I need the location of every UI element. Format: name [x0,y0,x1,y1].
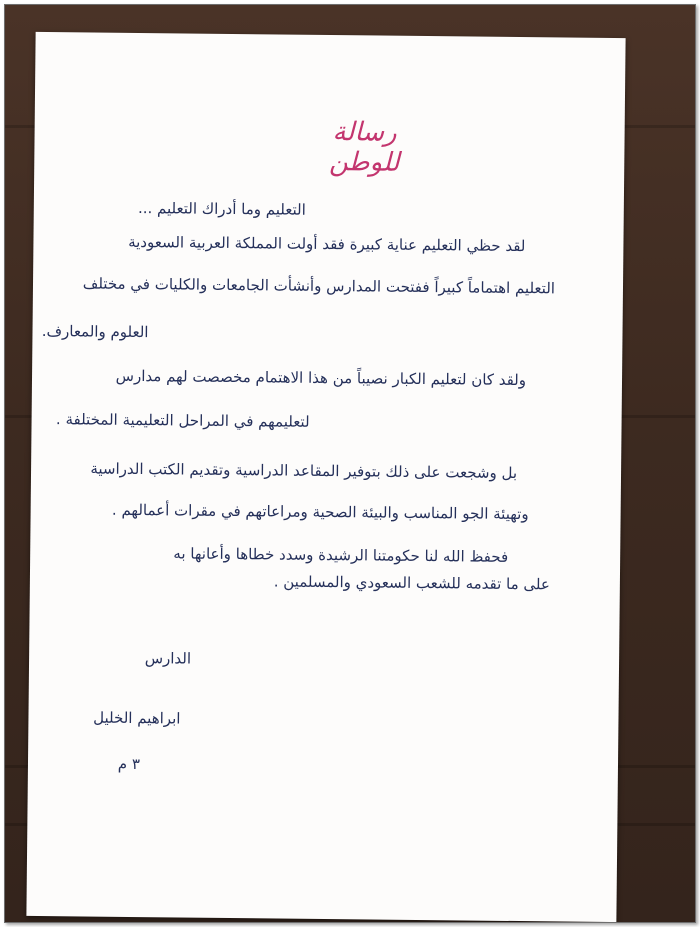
letter-line-2: لقد حظي التعليم عناية كبيرة فقد أولت المملكة العربية السعودية [128,232,526,256]
paper-sheet [26,32,625,922]
signature-date: ٣ م [117,754,141,774]
letter-line-8: وتهيئة الجو المناسب والبيئة الصحية ومراعاتهم في مقرات أعمالهم . [111,500,529,524]
letter-line-10: على ما تقدمه للشعب السعودي والمسلمين . [273,572,550,594]
letter-line-7: بل وشجعت على ذلك بتوفير المقاعد الدراسية وتقديم الكتب الدراسية [90,459,518,482]
letter-line-6: لتعليمهم في المراحل التعليمية المختلفة . [55,410,310,431]
letter-line-5: ولقد كان لتعليم الكبار نصيباً من هذا الاهتمام مخصصت لهم مدارس [115,366,527,390]
signature-name: ابراهيم الخليل [93,708,181,728]
photo-frame [4,4,696,923]
page-title: رسالة للوطن [328,117,400,178]
letter-line-3: التعليم اهتماماً كبيراً ففتحت المدارس وأنشأت الجامعات والكليات في مختلف [82,274,556,298]
letter-line-9: فحفظ الله لنا حكومتنا الرشيدة وسدد خطاها وأعانها به [173,544,509,566]
letter-line-4: العلوم والمعارف. [41,322,149,342]
signature-role: الدارس [144,649,192,668]
letter-line-1: التعليم وما أدراك التعليم ... [137,199,306,219]
